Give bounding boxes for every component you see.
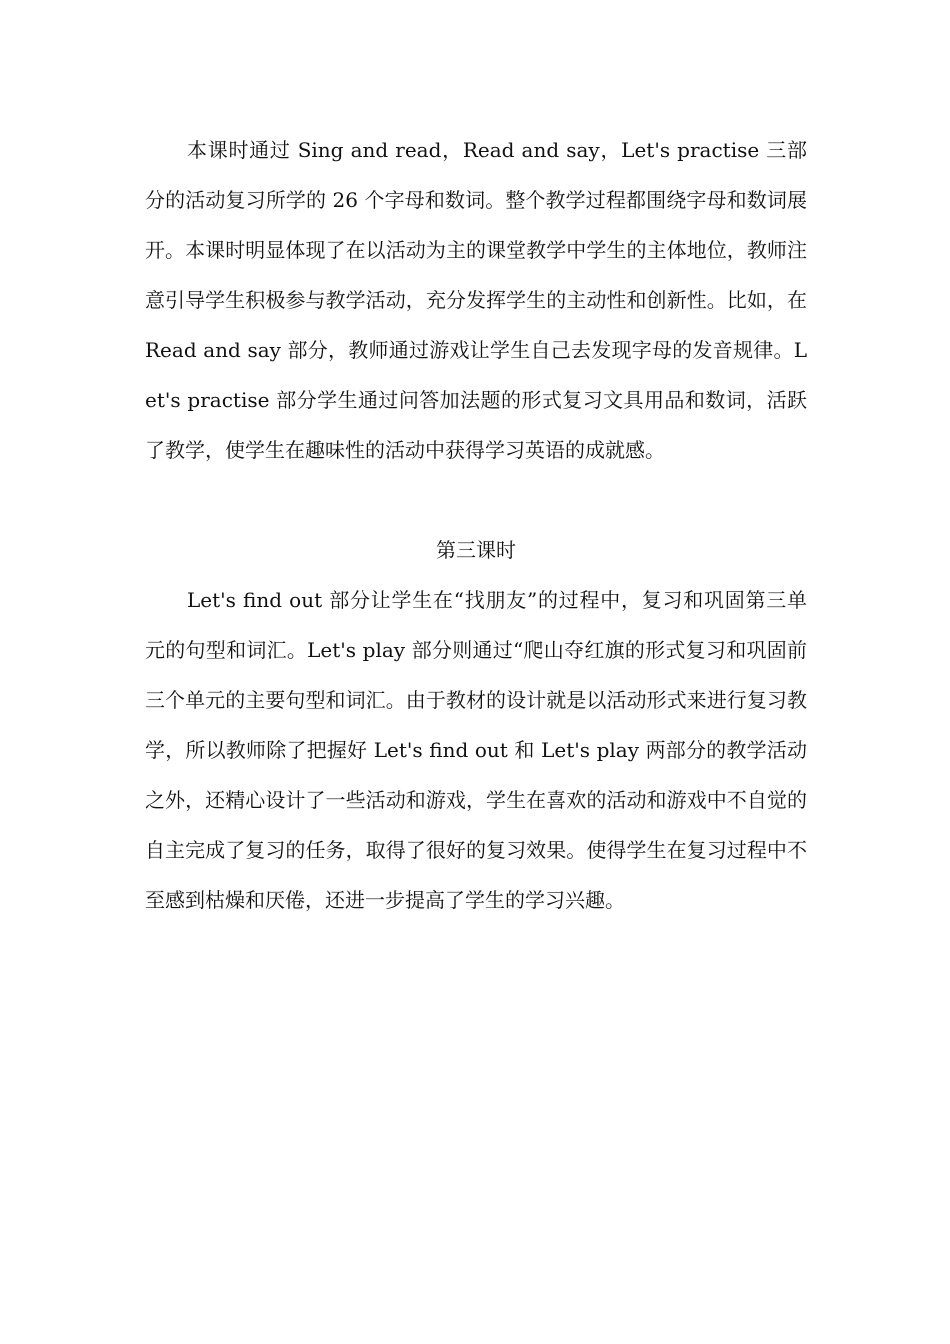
blank-line: [145, 475, 807, 525]
paragraph-third-lesson: Let's find out 部分让学生在“找朋友”的过程中，复习和巩固第三单元的句型和词汇。Let's play 部分则通过“爬山夺红旗的形式复习和巩固前三个单元的主要句型和词汇。由于教材的设计就是以活动形式来进行复习教学，所以教师除了把握好 Let's find out 和 Let's play 两部分的教学活动之外，还精心设计了一些活动和游戏，学生在喜欢的活动和游戏中不自觉的自主完成了复习的任务，取得了很好的复习效果。使得学生在复习过程中不至感到枯燥和厌倦，还进一步提高了学生的学习兴趣。: [145, 588, 807, 912]
document-body: [145, 125, 807, 925]
section-heading: 第三课时: [436, 538, 516, 562]
paragraph-lesson-summary: 本课时通过 Sing and read，Read and say，Let's practise 三部分的活动复习所学的 26 个字母和数词。整个教学过程都围绕字母和数词展开。本课时明显体现了在以活动为主的课堂教学中学生的主体地位，教师注意引导学生积极参与教学活动，充分发挥学生的主动性和创新性。比如，在 Read and say 部分，教师通过游戏让学生自己去发现字母的发音规律。Let's practise 部分学生通过问答加法题的形式复习文具用品和数词，活跃了教学，使学生在趣味性的活动中获得学习英语的成就感。: [145, 138, 807, 462]
